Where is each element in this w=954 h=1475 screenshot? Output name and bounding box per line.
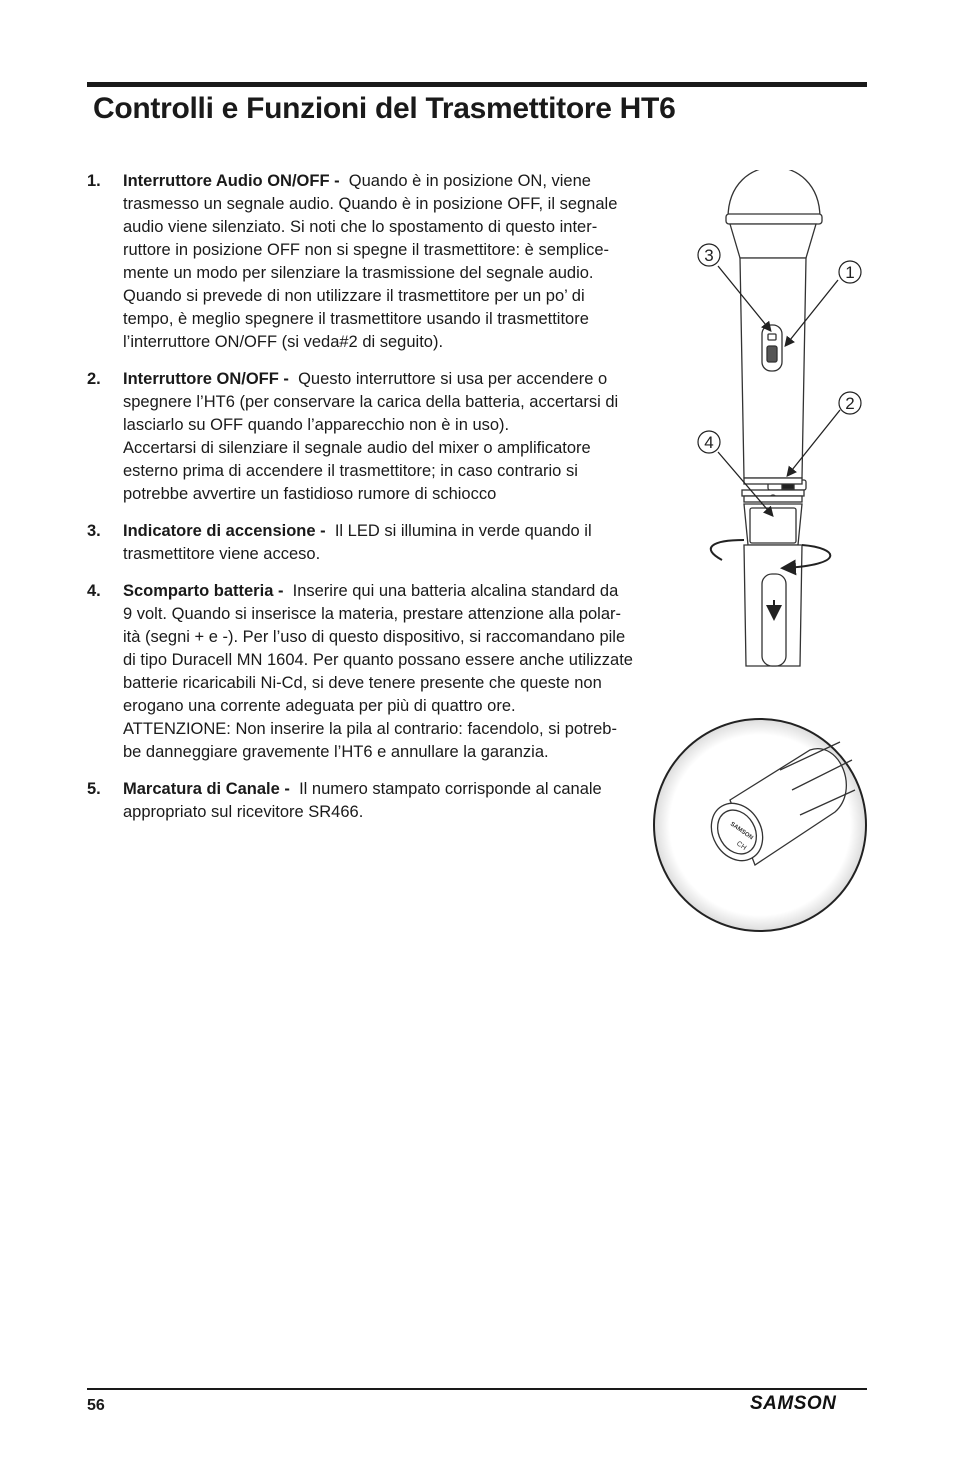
mic-grille bbox=[728, 170, 820, 218]
samson-logo: SAMSON bbox=[750, 1393, 837, 1414]
transmitter-illustration bbox=[650, 170, 880, 950]
feature-list bbox=[87, 170, 677, 838]
item-label: Interruttore Audio ON/OFF - bbox=[123, 172, 340, 190]
list-item bbox=[87, 170, 677, 354]
list-item bbox=[87, 580, 677, 764]
item-text: Inserire qui una batteria alcalina standard da 9 volt. Quando si inserisce la materia, prestare attenzione alla polar- ità (segni + e -). Per l’uso di questo dispositivo, si raccomandano pile di tipo Duracell MN 1604. Per quanto possano essere anche utilizzate batterie ricaricabili Ni-Cd, si deve tenere presente che queste non erogano una corrente adeguata per più di quattro ore. ATTENZIONE: Non inserire la pila al contrario: facendolo, si potreb- be danneggiare gravemente l’HT6 e annullare la garanzia. bbox=[123, 582, 633, 761]
list-item bbox=[87, 520, 677, 566]
page-number: 56 bbox=[87, 1397, 105, 1414]
item-text: Il numero stampato corrisponde al canale appropriato sul ricevitore SR466. bbox=[123, 780, 602, 821]
callout-2-label: 2 bbox=[845, 394, 855, 413]
item-number: 5. bbox=[87, 780, 101, 798]
page-title: Controlli e Funzioni del Trasmettitore HT6 bbox=[93, 92, 676, 125]
detail-view bbox=[654, 719, 866, 931]
top-rule bbox=[87, 82, 867, 87]
item-text: Il LED si illumina in verde quando il trasmettitore viene acceso. bbox=[123, 522, 592, 563]
item-number: 2. bbox=[87, 370, 101, 388]
item-text: Questo interruttore si usa per accendere o spegnere l’HT6 (per conservare la carica della batteria, accertarsi di lasciarlo su OFF quando l’apparecchio non è in uso). Accertarsi di silenziare il segnale audio del mixer o amplificatore esterno prima di accendere il trasmettitore; in caso contrario si potrebbe avvertire un fastidioso rumore di schiocco bbox=[123, 370, 619, 503]
item-number: 1. bbox=[87, 172, 101, 190]
cap-channel: CH bbox=[735, 840, 748, 852]
cap-brand: SAMSON bbox=[728, 821, 754, 842]
callout-1-label: 1 bbox=[845, 263, 855, 282]
item-label: Interruttore ON/OFF - bbox=[123, 370, 289, 388]
bottom-rule bbox=[87, 1388, 867, 1390]
callout-4-label: 4 bbox=[704, 433, 714, 452]
item-number: 3. bbox=[87, 522, 101, 540]
item-label: Indicatore di accensione - bbox=[123, 522, 326, 540]
list-item bbox=[87, 778, 677, 824]
microphone-drawing bbox=[726, 170, 822, 666]
item-label: Marcatura di Canale - bbox=[123, 780, 290, 798]
item-number: 4. bbox=[87, 582, 101, 600]
item-text: Quando è in posizione ON, viene trasmesso un segnale audio. Quando è in posizione OFF, il segnale audio viene silenziato. Si noti che lo spostamento di questo inter- ruttore in posizione OFF non si spegne il trasmettitore: è semplice- mente un modo per silenziare la trasmissione del segnale audio. Quando si prevede di non utilizzare il trasmettitore per un po’ di tempo, è meglio spegnere il trasmettitore usando il trasmettitore l’interruttore ON/OFF (si veda#2 di seguito). bbox=[123, 172, 618, 351]
item-label: Scomparto batteria - bbox=[123, 582, 284, 600]
list-item bbox=[87, 368, 677, 506]
callout-3-label: 3 bbox=[704, 246, 714, 265]
